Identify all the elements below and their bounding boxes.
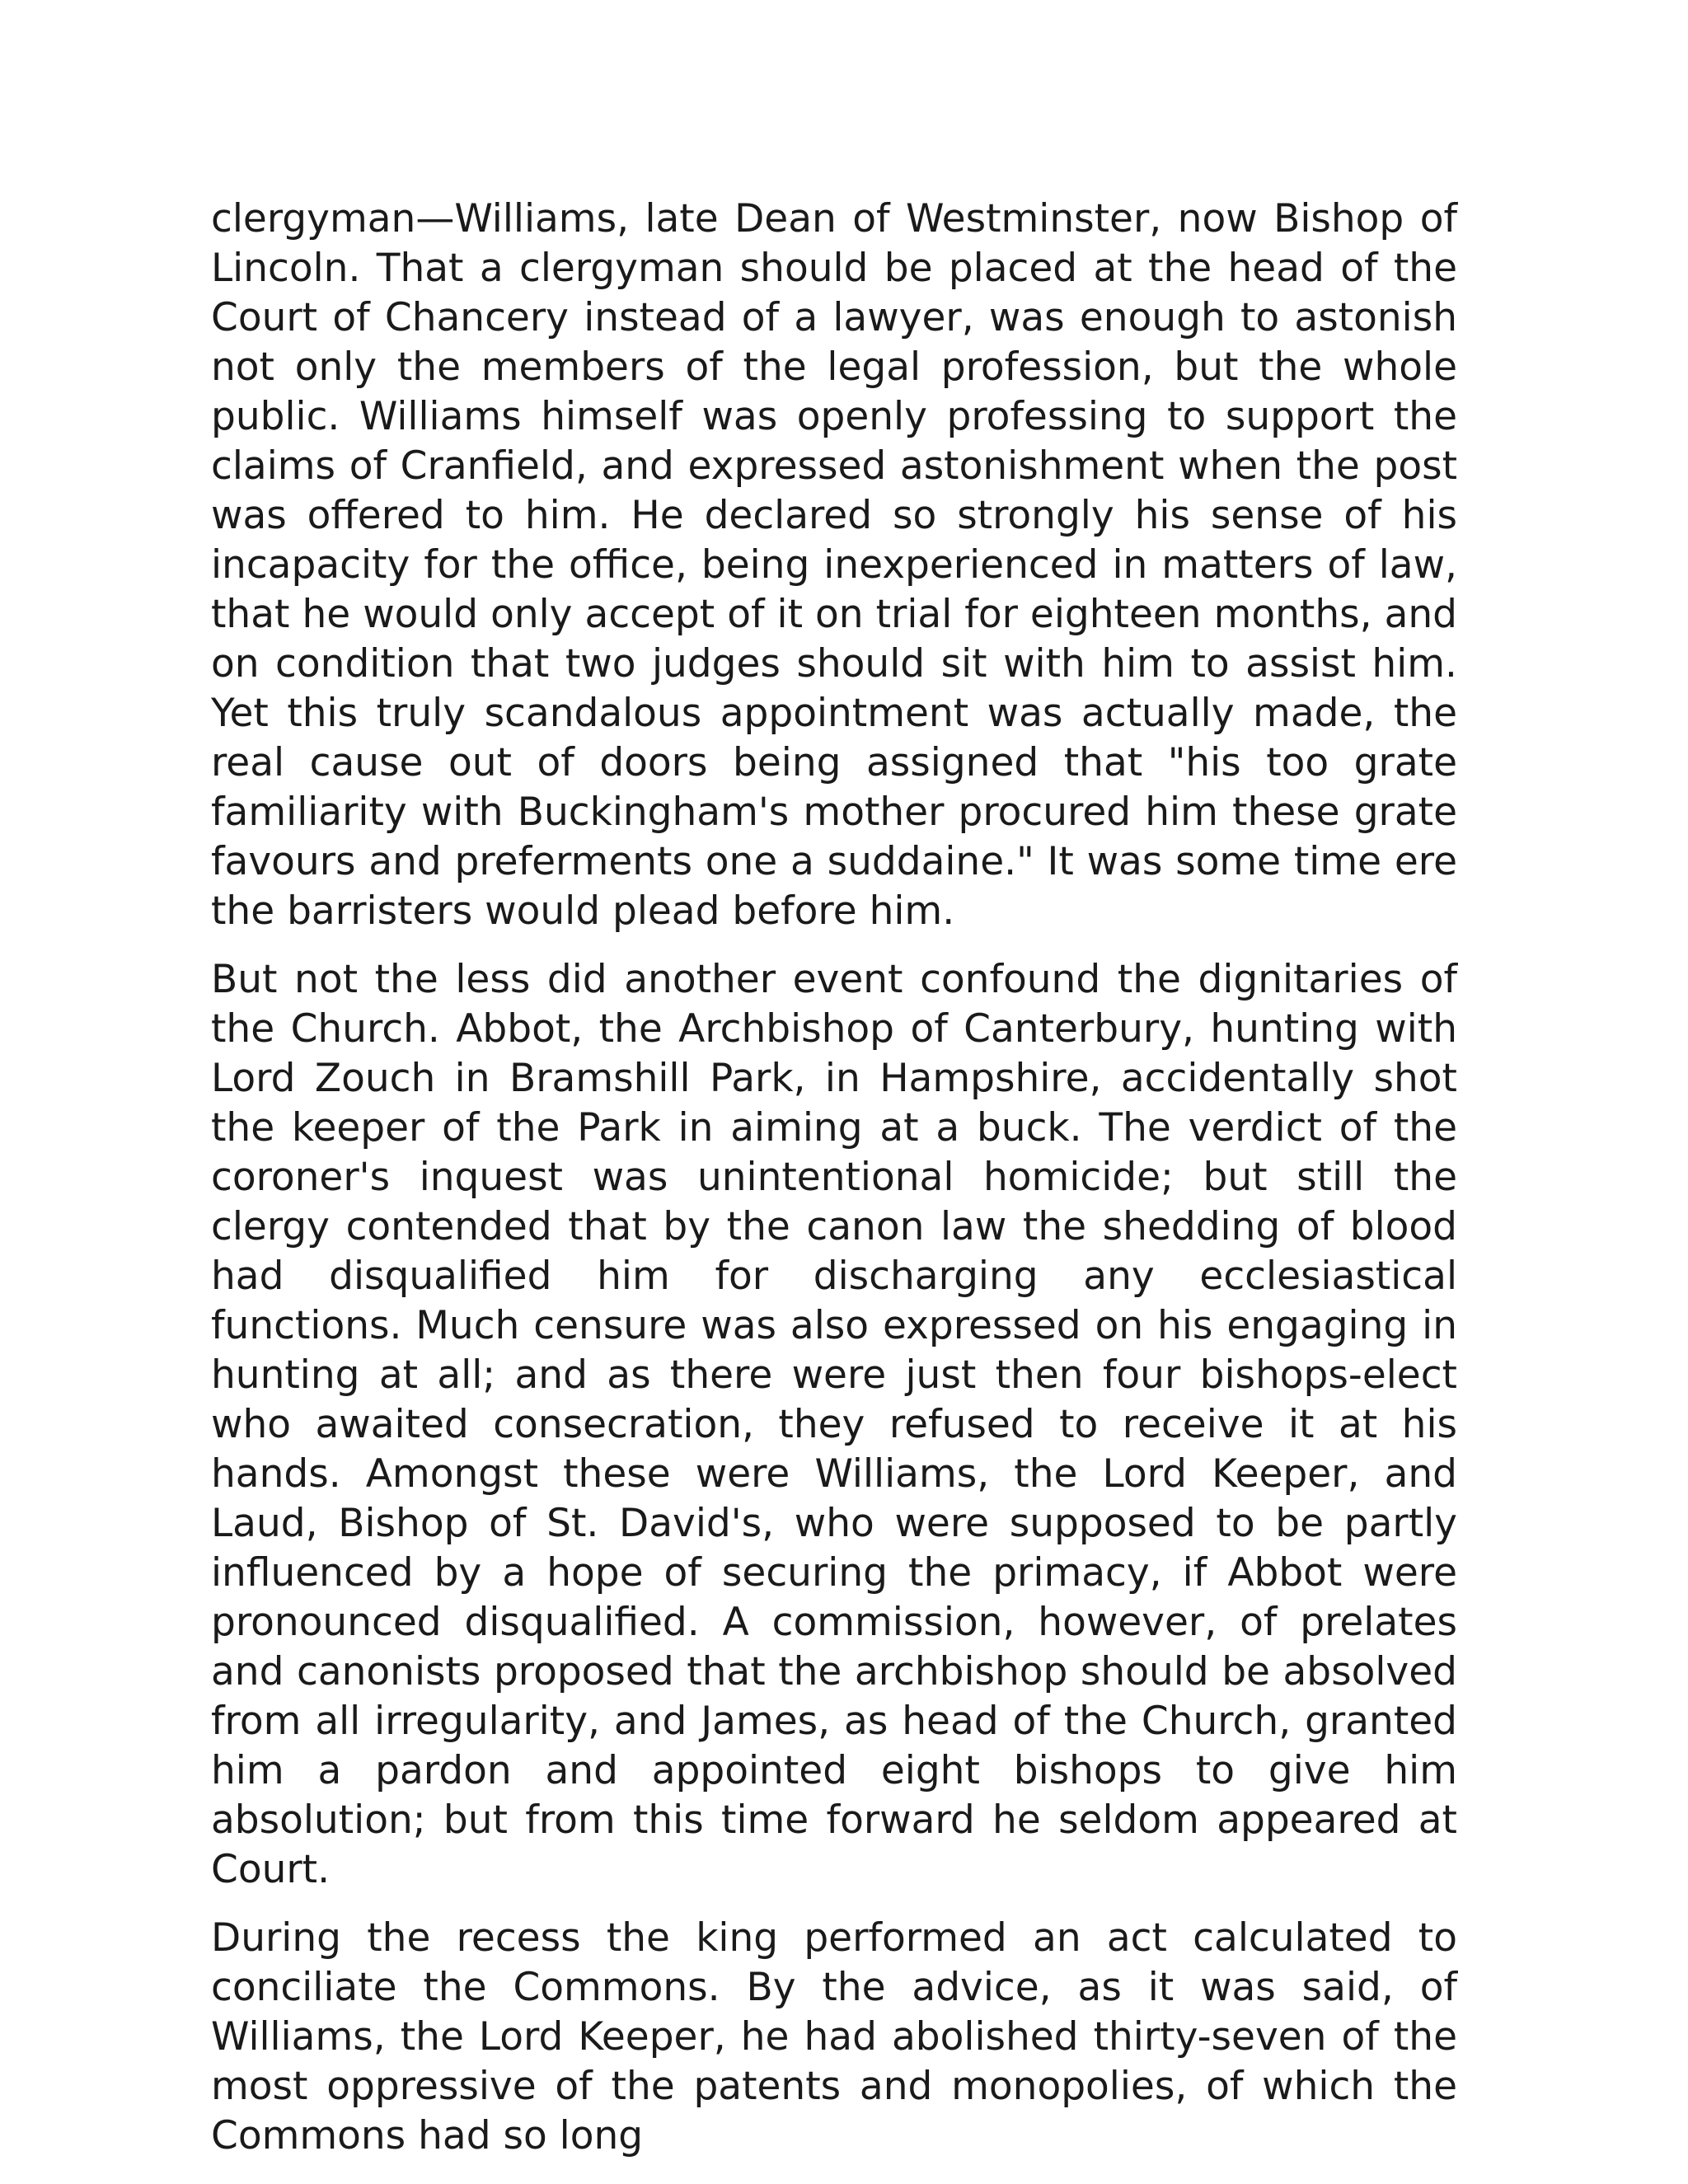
paragraph-recess-monopolies: During the recess the king performed an act calculated to conciliate the Commons. By the advice, as it was said, of Williams, the Lord Keeper, he had abolished thirty-seven of the most oppressive of the patents and monopolies, of which the Commons had so long	[211, 1915, 1457, 2158]
paragraph-williams-chancery: clergyman—Williams, late Dean of Westminster, now Bishop of Lincoln. That a clergyman should be placed at the head of the Court of Chancery instead of a lawyer, was enough to astonish not only the members of the legal profession, but the whole public. Williams himself was openly professing to support the claims of Cranfield, and expressed astonishment when the post was offered to him. He declared so strongly his sense of his incapacity for the office, being inexperienced in matters of law, that he would only accept of it on trial for eighteen months, and on condition that two judges should sit with him to assist him. Yet this truly scandalous appointment was actually made, the real cause out of doors being assigned that "his too grate familiarity with Buckingham's mother procured him these grate favours and preferments one a suddaine." It was some time ere the barristers would plead before him.	[211, 196, 1457, 934]
document-page	[211, 194, 1457, 2180]
paragraph-abbot-hunting: But not the less did another event confound the dignitaries of the Church. Abbot, the Archbishop of Canterbury, hunting with Lord Zouch in Bramshill Park, in Hampshire, accidentally shot the keeper of the Park in aiming at a buck. The verdict of the coroner's inquest was unintentional homicide; but still the clergy contended that by the canon law the shedding of blood had disqualified him for discharging any ecclesiastical functions. Much censure was also expressed on his engaging in hunting at all; and as there were just then four bishops-elect who awaited consecration, they refused to receive it at his hands. Amongst these were Williams, the Lord Keeper, and Laud, Bishop of St. David's, who were supposed to be partly influenced by a hope of securing the primacy, if Abbot were pronounced disqualified. A commission, however, of prelates and canonists proposed that the archbishop should be absolved from all irregularity, and James, as head of the Church, granted him a pardon and appointed eight bishops to give him absolution; but from this time forward he seldom appeared at Court.	[211, 957, 1457, 1892]
